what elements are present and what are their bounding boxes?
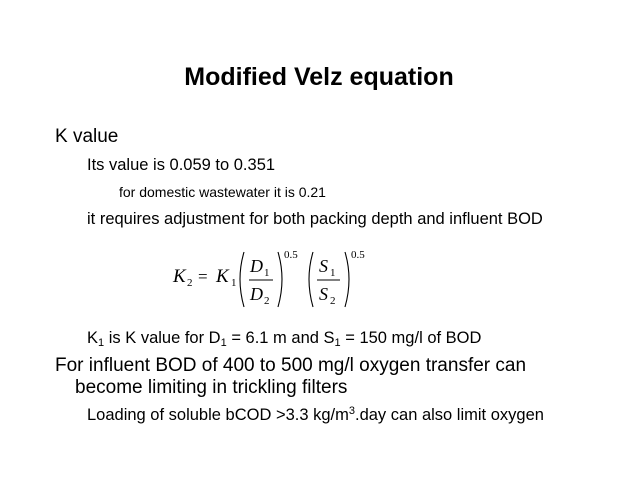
d1-sub: 1 (220, 337, 227, 349)
k1-symbol: K (87, 329, 99, 347)
k1-definition (87, 328, 481, 348)
k-value-heading: K value (55, 126, 119, 147)
eq-exponent-1: 0.5 (284, 249, 298, 261)
slide-title: Modified Velz equation (184, 63, 454, 91)
eq-num-s-sub: 1 (330, 267, 336, 279)
eq-rhs-k: K (216, 266, 229, 287)
eq-exponent-2: 0.5 (351, 249, 365, 261)
eq-paren-close-2 (345, 252, 349, 307)
eq-den-s-sub: 2 (330, 295, 336, 307)
domestic-value-text: for domestic wastewater it is 0.21 (119, 184, 326, 200)
eq-den-d-sub: 2 (264, 295, 270, 307)
velz-equation (165, 246, 375, 314)
k1-part1: is K value for D (104, 329, 221, 347)
s1-sub: 1 (334, 337, 341, 349)
eq-num-d: D (250, 256, 263, 276)
loading-text (87, 405, 544, 425)
eq-paren-open-1 (240, 252, 244, 307)
k1-part2: = 6.1 m and S (226, 329, 335, 347)
value-range-text: Its value is 0.059 to 0.351 (87, 156, 276, 174)
k1-part3: = 150 mg/l of BOD (340, 329, 482, 347)
eq-paren-open-2 (309, 252, 313, 307)
eq-num-d-sub: 1 (264, 267, 270, 279)
adjustment-text: it requires adjustment for both packing depth and influent BOD (87, 210, 543, 228)
eq-equals: = (198, 267, 208, 286)
loading-sup: 3 (348, 405, 355, 417)
eq-lhs-k: K (173, 266, 186, 287)
eq-num-s: S (319, 256, 328, 276)
influent-bod-line-2: become limiting in trickling filters (75, 377, 348, 398)
influent-bod-line-1: For influent BOD of 400 to 500 mg/l oxygen transfer can (55, 355, 527, 376)
eq-lhs-sub: 2 (187, 277, 193, 289)
eq-den-d: D (250, 284, 263, 304)
loading-before: Loading of soluble bCOD >3.3 kg/m (87, 406, 349, 424)
eq-rhs-sub: 1 (231, 277, 237, 289)
eq-den-s: S (319, 284, 328, 304)
k1-sub: 1 (98, 337, 105, 349)
eq-paren-close-1 (278, 252, 282, 307)
loading-after: .day can also limit oxygen (355, 406, 544, 424)
